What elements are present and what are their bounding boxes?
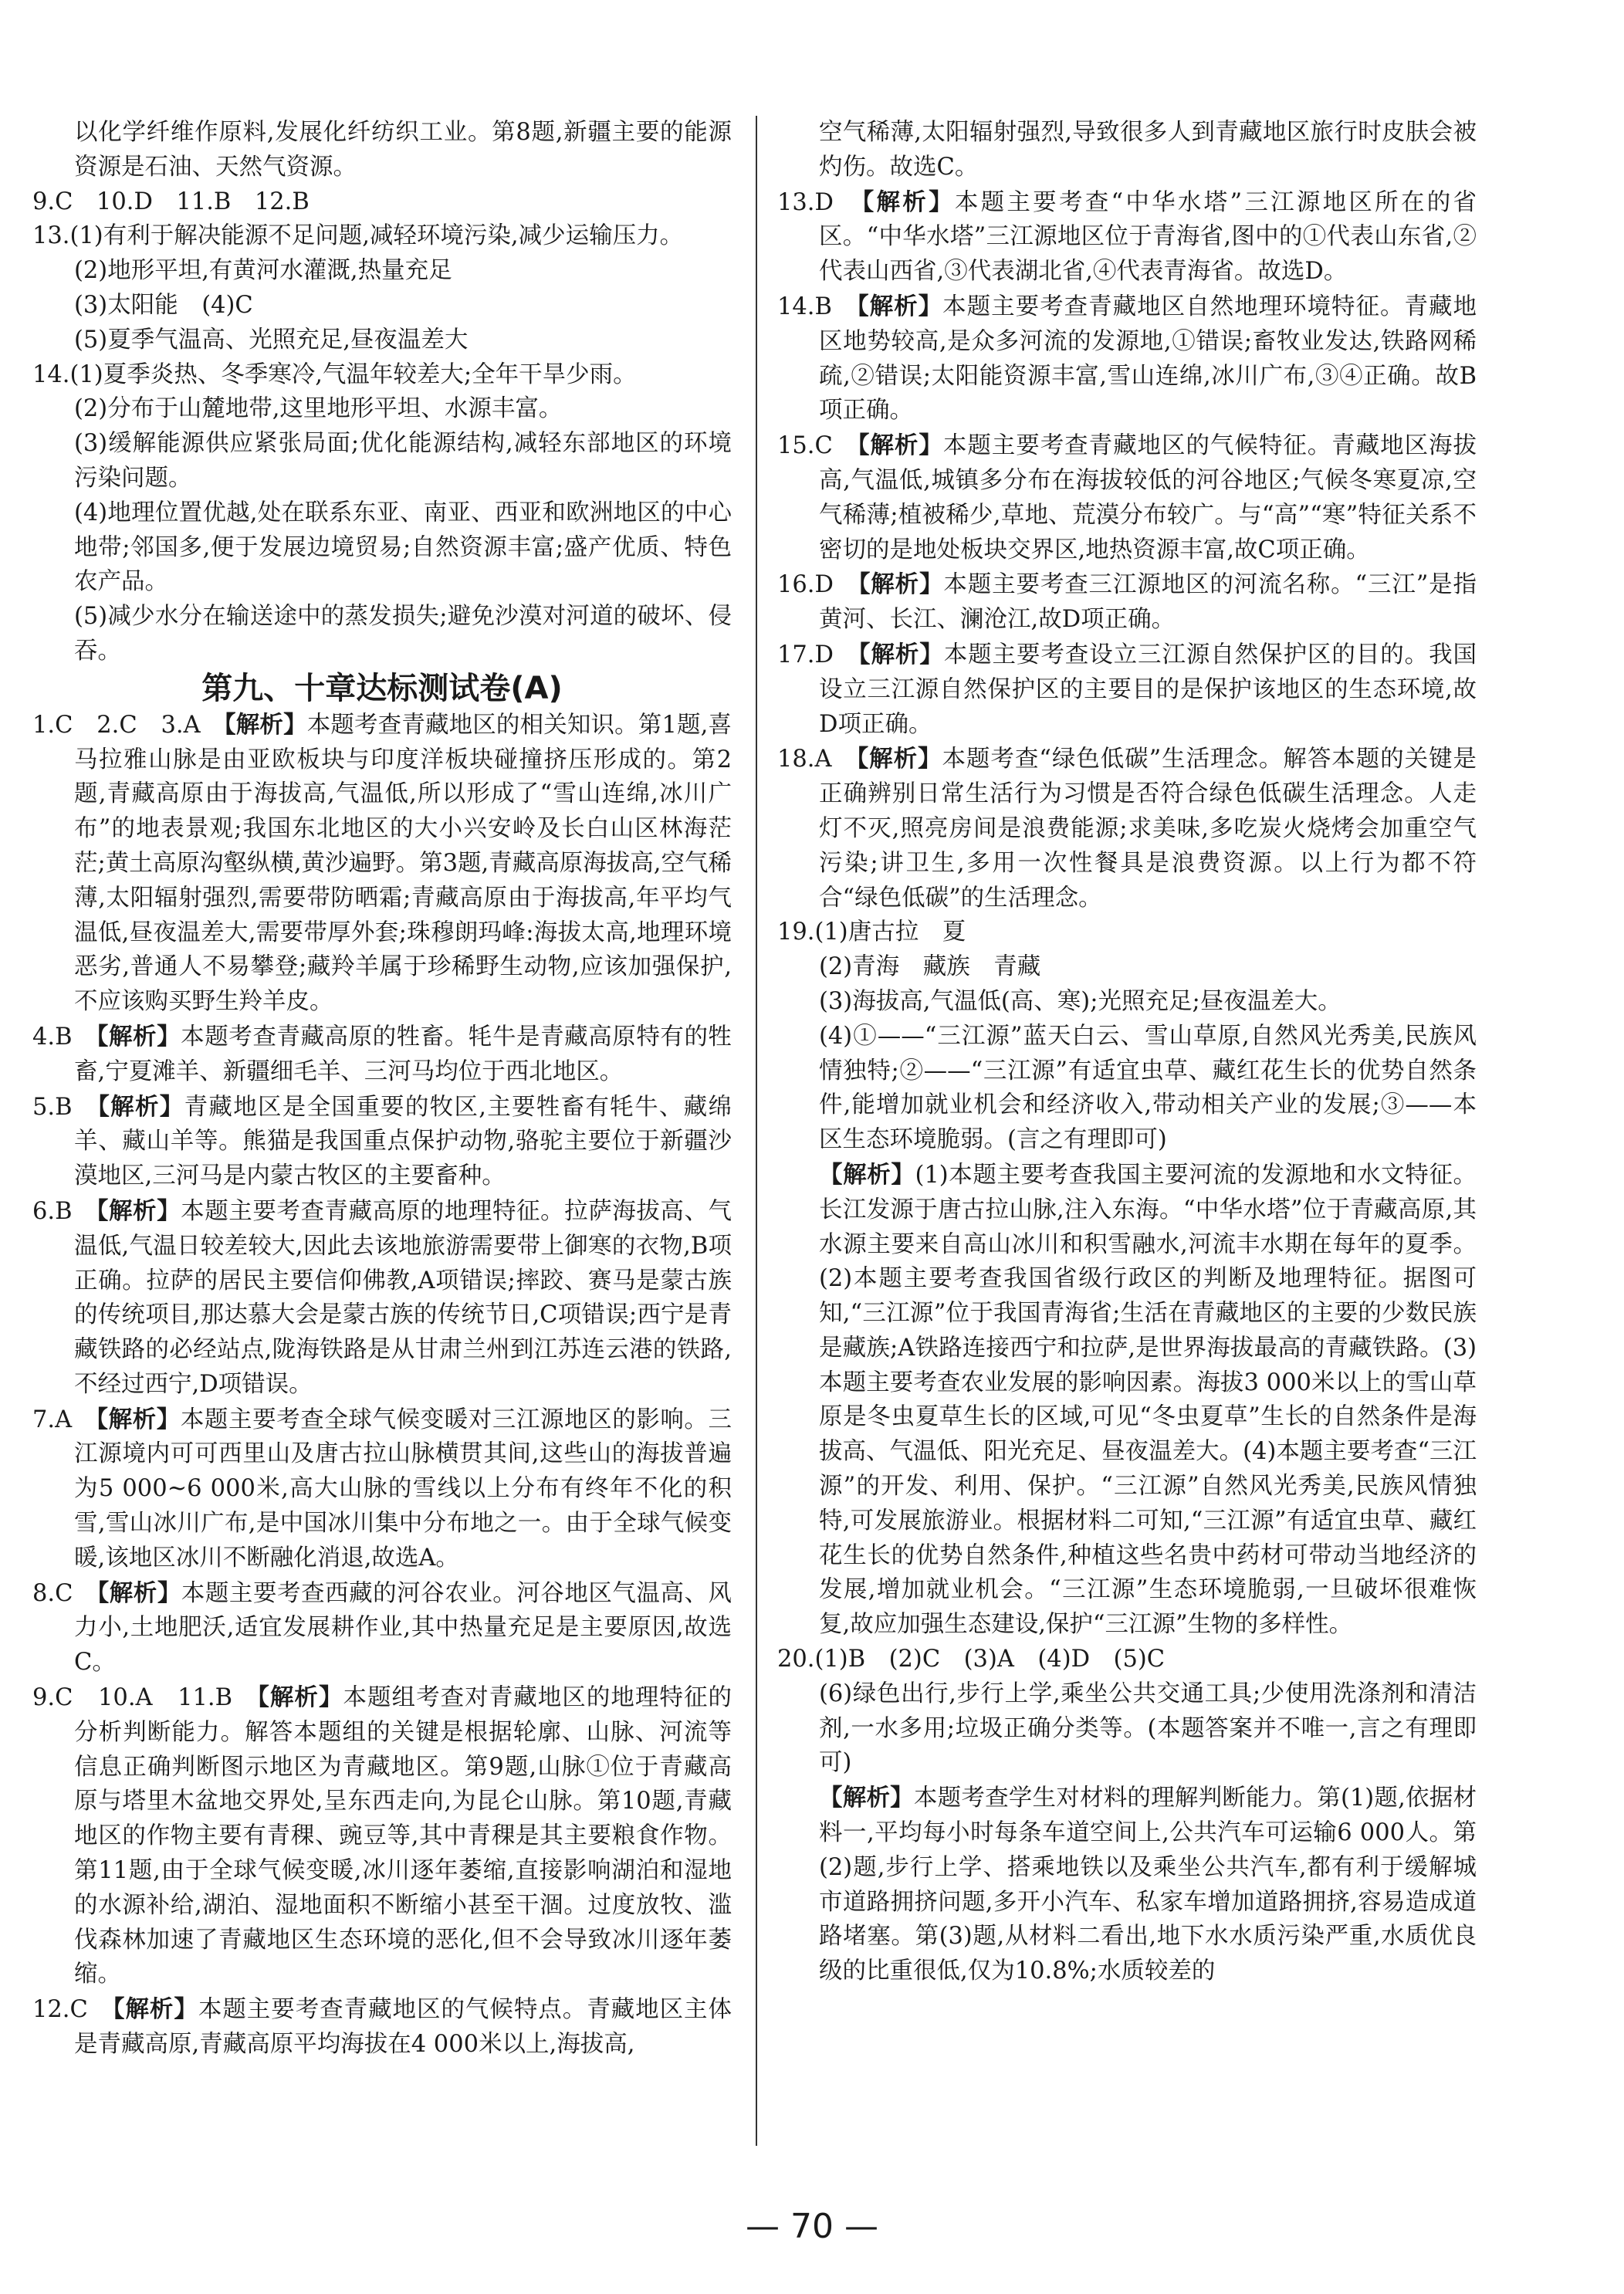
analysis-marker: 【解析】 (857, 292, 943, 320)
left-column (32, 116, 732, 2062)
answer-paragraph: 16.D 【解析】本题主要考查三江源地区的河流名称。“三江”是指黄河、长江、澜沧江,故D项正确。 (777, 570, 1477, 634)
answer-paragraph: 15.C 【解析】本题主要考查青藏地区的气候特征。青藏地区海拔高,气温低,城镇多分布在海拔较低的河谷地区;气候冬寒夏凉,空气稀薄;植被稀少,草地、荒漠分布较广。与“高”“寒”特征关系不密切的是地处板块交界区,地热资源丰富,故C项正确。 (777, 431, 1477, 563)
analysis-marker: 【解析】 (858, 570, 944, 599)
analysis-marker: 【解析】 (113, 1995, 198, 2024)
answer-paragraph: 5.B 【解析】青藏地区是全国重要的牧区,主要牲畜有牦牛、藏绵羊、藏山羊等。熊猫是我国重点保护动物,骆驼主要位于新疆沙漠地区,三河马是内蒙古牧区的主要畜种。 (32, 1092, 732, 1190)
answer-paragraph: 1.C 2.C 3.A 【解析】本题考查青藏地区的相关知识。第1题,喜马拉雅山脉是由亚欧板块与印度洋板块碰撞挤压形成的。第2题,青藏高原由于海拔高,气温低,所以形成了“雪山连绵,冰川广布”的地表景观;我国东北地区的大小兴安岭及长白山区林海茫茫;黄土高原沟壑纵横,黄沙遍野。第3题,青藏高原海拔高,空气稀薄,太阳辐射强烈,需要带防晒霜;青藏高原由于海拔高,年平均气温低,昼夜温差大,需要带厚外套;珠穆朗玛峰:海拔太高,地理环境恶劣,普通人不易攀登;藏羚羊属于珍稀野生动物,应该加强保护,不应该购买野生羚羊皮。 (32, 710, 732, 1016)
answer-paragraph: (3)缓解能源供应紧张局面;优化能源结构,减轻东部地区的环境污染问题。 (74, 430, 732, 492)
answer-paragraph: 6.B 【解析】本题主要考查青藏高原的地理特征。拉萨海拔高、气温低,气温日较差较大,因此去该地旅游需要带上御寒的衣物,B项正确。拉萨的居民主要信仰佛教,A项错误;摔跤、赛马是蒙古族的传统项目,那达慕大会是蒙古族的传统节日,C项错误;西宁是青藏铁路的必经站点,陇海铁路是从甘肃兰州到江苏连云港的铁路,不经过西宁,D项错误。 (32, 1196, 732, 1398)
analysis-marker: 【解析】 (858, 640, 944, 668)
answer-paragraph: 13.(1)有利于解决能源不足问题,减轻环境污染,减少运输压力。 (32, 222, 684, 250)
answer-paragraph: 14.B 【解析】本题主要考查青藏地区自然地理环境特征。青藏地区地势较高,是众多河流的发源地,①错误;畜牧业发达,铁路网稀疏,②错误;太阳能资源丰富,雪山连绵,冰川广布,③④正确。故B项正确。 (777, 292, 1477, 425)
analysis-marker: 【解析】 (96, 1022, 181, 1051)
answer-paragraph: 4.B 【解析】本题考查青藏高原的牲畜。牦牛是青藏高原特有的牲畜,宁夏滩羊、新疆细毛羊、三河马均位于西北地区。 (32, 1022, 732, 1085)
answer-paragraph: 14.(1)夏季炎热、冬季寒冷,气温年较差大;全年干旱少雨。 (32, 360, 637, 388)
analysis-marker: 【解析】 (257, 1683, 343, 1712)
answer-paragraph: (4)①——“三江源”蓝天白云、雪山草原,自然风光秀美,民族风情独特;②——“三江源”有适宜虫草、藏红花生长的优势自然条件,能增加就业机会和经济收入,带动相关产业的发展;③——本区生态环境脆弱。(言之有理即可) (819, 1022, 1477, 1154)
answer-paragraph: 13.D 【解析】本题主要考查“中华水塔”三江源地区所在的省区。“中华水塔”三江源地区位于青海省,图中的①代表山东省,②代表山西省,③代表湖北省,④代表青海省。故选D。 (777, 188, 1477, 286)
answer-paragraph: 12.C 【解析】本题主要考查青藏地区的气候特点。青藏地区主体是青藏高原,青藏高原平均海拔在4 000米以上,海拔高, (32, 1995, 732, 2059)
answer-paragraph: 7.A 【解析】本题主要考查全球气候变暖对三江源地区的影响。三江源境内可可西里山及唐古拉山脉横贯其间,这些山的海拔普遍为5 000~6 000米,高大山脉的雪线以上分布有终年不化的积雪,雪山冰川广布,是中国冰川集中分布地之一。由于全球气候变暖,该地区冰川不断融化消退,故选A。 (32, 1405, 732, 1572)
answer-paragraph: 9.C 10.D 11.B 12.B (32, 188, 310, 215)
analysis-marker: 【解析】 (97, 1578, 181, 1607)
analysis-marker: 【解析】 (819, 1784, 914, 1812)
right-column (777, 116, 1477, 1989)
column-divider (756, 116, 757, 2146)
answer-paragraph: (2)青海 藏族 青藏 (819, 953, 1041, 981)
analysis-marker: 【解析】 (224, 710, 307, 739)
answer-paragraph: 以化学纤维作原料,发展化纤纺织工业。第8题,新疆主要的能源资源是石油、天然气资源。 (74, 119, 732, 181)
answer-paragraph: (3)海拔高,气温低(高、寒);光照充足;昼夜温差大。 (819, 987, 1341, 1015)
analysis-marker: 【解析】 (819, 1160, 915, 1189)
analysis-marker: 【解析】 (862, 188, 955, 216)
answer-paragraph: 19.(1)唐古拉 夏 (777, 919, 966, 946)
analysis-marker: 【解析】 (96, 1196, 181, 1225)
analysis-marker: 【解析】 (97, 1092, 184, 1121)
answer-paragraph: 空气稀薄,太阳辐射强烈,导致很多人到青藏地区旅行时皮肤会被灼伤。故选C。 (819, 119, 1477, 181)
analysis-marker: 【解析】 (858, 431, 943, 460)
answer-paragraph: (2)分布于山麓地带,这里地形平坦、水源丰富。 (74, 395, 563, 423)
answer-paragraph: 20.(1)B (2)C (3)A (4)D (5)C (777, 1646, 1166, 1673)
page-number: — 70 — (746, 2207, 878, 2246)
answer-paragraph: 8.C 【解析】本题主要考查西藏的河谷农业。河谷地区气温高、风力小,土地肥沃,适宜发展耕作业,其中热量充足是主要原因,故选C。 (32, 1578, 732, 1677)
answer-paragraph: 【解析】(1)本题主要考查我国主要河流的发源地和水文特征。长江发源于唐古拉山脉,注入东海。“中华水塔”位于青藏高原,其水源主要来自高山冰川和积雪融水,河流丰水期在每年的夏季。(2)本题主要考查我国省级行政区的判断及地理特征。据图可知,“三江源”位于我国青海省;生活在青藏地区的主要的少数民族是藏族;A铁路连接西宁和拉萨,是世界海拔最高的青藏铁路。(3)本题主要考查农业发展的影响因素。海拔3 000米以上的雪山草原是冬虫夏草生长的区域,可见“冬虫夏草”生长的自然条件是海拔高、气温低、阳光充足、昼夜温差大。(4)本题主要考查“三江源”的开发、利用、保护。“三江源”自然风光秀美,民族风情独特,可发展旅游业。根据材料二可知,“三江源”有适宜虫草、藏红花生长的优势自然条件,种植这些名贵中药材可带动当地经济的发展,增加就业机会。“三江源”生态环境脆弱,一旦破坏很难恢复,故应加强生态建设,保护“三江源”生物的多样性。 (819, 1160, 1477, 1639)
section-heading: 第九、十章达标测试卷(A) (201, 670, 563, 706)
analysis-marker: 【解析】 (96, 1405, 181, 1433)
answer-paragraph: (4)地理位置优越,处在联系东亚、南亚、西亚和欧洲地区的中心地带;邻国多,便于发展边境贸易;自然资源丰富;盛产优质、特色农产品。 (74, 499, 732, 596)
answer-paragraph: 18.A 【解析】本题考查“绿色低碳”生活理念。解答本题的关键是正确辨别日常生活行为习惯是否符合绿色低碳生活理念。人走灯不灭,照亮房间是浪费能源;求美味,多吃炭火烧烤会加重空气污染;讲卫生,多用一次性餐具是浪费资源。以上行为都不符合“绿色低碳”的生活理念。 (777, 745, 1477, 912)
answer-paragraph: (3)太阳能 (4)C (74, 291, 253, 319)
answer-paragraph: (5)夏季气温高、光照充足,昼夜温差大 (74, 326, 469, 354)
analysis-marker: 【解析】 (856, 745, 942, 773)
answer-paragraph: (5)减少水分在输送途中的蒸发损失;避免沙漠对河道的破坏、侵吞。 (74, 603, 732, 665)
answer-paragraph: (2)地形平坦,有黄河水灌溉,热量充足 (74, 257, 452, 285)
answer-paragraph: (6)绿色出行,步行上学,乘坐公共交通工具;少使用洗涤剂和清洁剂,一水多用;垃圾正确分类等。(本题答案并不唯一,言之有理即可) (819, 1680, 1477, 1777)
answer-paragraph: 9.C 10.A 11.B 【解析】本题组考查对青藏地区的地理特征的分析判断能力。解答本题组的关键是根据轮廓、山脉、河流等信息正确判断图示地区为青藏地区。第9题,山脉①位于青藏高原与塔里木盆地交界处,呈东西走向,为昆仑山脉。第10题,青藏地区的作物主要有青稞、豌豆等,其中青稞是其主要粮食作物。第11题,由于全球气候变暖,冰川逐年萎缩,直接影响湖泊和湿地的水源补给,湖泊、湿地面积不断缩小甚至干涸。过度放牧、滥伐森林加速了青藏地区生态环境的恶化,但不会导致冰川逐年萎缩。 (32, 1683, 732, 1988)
answer-paragraph: 【解析】本题考查学生对材料的理解判断能力。第(1)题,依据材料一,平均每小时每条车道空间上,公共汽车可运输6 000人。第(2)题,步行上学、搭乘地铁以及乘坐公共汽车,都有利于缓解城市道路拥挤问题,多开小汽车、私家车增加道路拥挤,容易造成道路堵塞。第(3)题,从材料二看出,地下水水质污染严重,水质优良级的比重很低,仅为10.8%;水质较差的 (819, 1784, 1477, 1985)
answer-paragraph: 17.D 【解析】本题主要考查设立三江源自然保护区的目的。我国设立三江源自然保护区的主要目的是保护该地区的生态环境,故D项正确。 (777, 640, 1477, 738)
